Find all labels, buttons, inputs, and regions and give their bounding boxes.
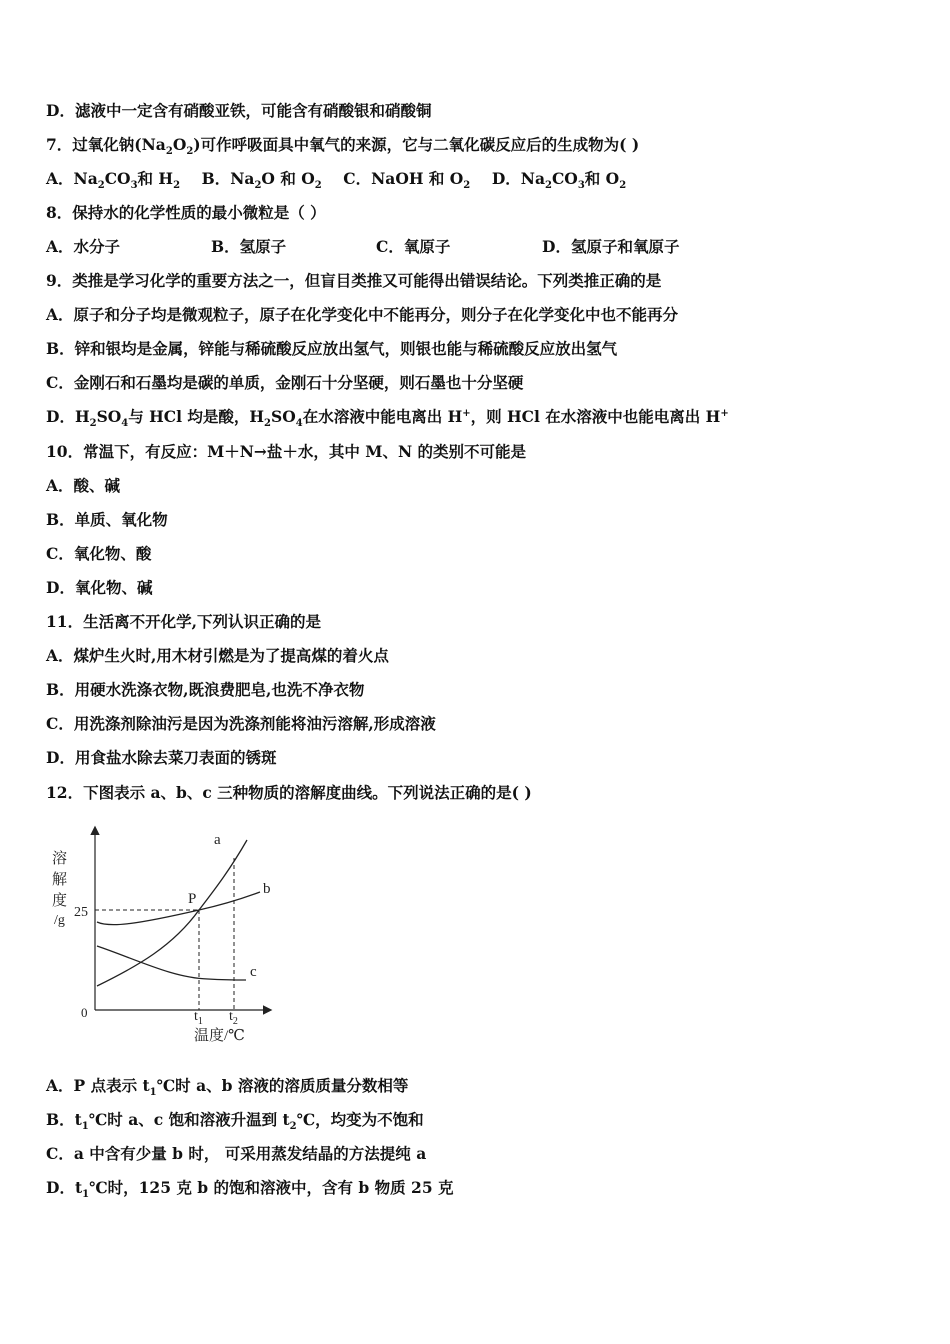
curve-c-label: c: [250, 964, 257, 980]
q9-option-b: B．锌和银均是金属，锌能与稀硫酸反应放出氢气，则银也能与稀硫酸反应放出氢气: [46, 339, 618, 358]
q8-option-c: C．氧原子: [376, 237, 451, 256]
q11-option-a: A．煤炉生火时,用木材引燃是为了提高煤的着火点: [46, 646, 389, 665]
q11-option-c: C．用洗涤剂除油污是因为洗涤剂能将油污溶解,形成溶液: [46, 714, 436, 733]
q10-option-d: D．氧化物、碱: [46, 578, 153, 597]
q12-option-b: B．$t_1℃$时 a、c 饱和溶液升温到 $t_2℃$，均变为不饱和: [46, 1110, 424, 1133]
q12-option-a: A．P 点表示 $t_1℃$时 a、b 溶液的溶质质量分数相等: [46, 1076, 409, 1099]
solubility-curve-graph: [48, 818, 288, 1050]
q7-option-c: C．NaOH 和 $O_2$: [343, 169, 471, 192]
t2-label: $t_2$: [229, 1009, 238, 1027]
q7-option-a: A．$Na_2CO_3$和 $H_2$: [46, 169, 181, 192]
q10-option-c: C．氧化物、酸: [46, 544, 152, 563]
q9-option-d: D．$H_2SO_4$与 HCl 均是酸，$H_2SO_4$在水溶液中能电离出 H+，则 HCl 在水溶液中也能电离出 H+: [46, 407, 729, 430]
y-axis-label-2: 解: [52, 872, 68, 888]
point-p-label: P: [188, 891, 197, 907]
curve-a-label: a: [214, 832, 221, 848]
y-axis-label-1: 溶: [52, 851, 68, 867]
q10-option-a: A．酸、碱: [46, 476, 121, 495]
x-axis-label: 温度/℃: [194, 1028, 245, 1044]
y-axis-label-4: /g: [54, 913, 65, 928]
q11-option-d: D．用食盐水除去菜刀表面的锈斑: [46, 748, 277, 767]
q9-option-c: C．金刚石和石墨均是碳的单质，金刚石十分坚硬，则石墨也十分坚硬: [46, 373, 524, 392]
q9-stem: 9．类推是学习化学的重要方法之一，但盲目类推又可能得出错误结论。下列类推正确的是: [46, 271, 662, 290]
q12-option-d: D．$t_1℃$时，125 克 b 的饱和溶液中，含有 b 物质 25 克: [46, 1178, 454, 1201]
q9-option-a: A．原子和分子均是微观粒子，原子在化学变化中不能再分，则分子在化学变化中也不能再分: [46, 305, 679, 324]
t1-label: $t_1$: [194, 1009, 203, 1027]
q8-stem: 8．保持水的化学性质的最小微粒是（ ）: [46, 203, 326, 222]
q8-option-d: D．氢原子和氧原子: [542, 237, 680, 256]
y-axis-label-3: 度: [52, 893, 68, 909]
curve-b: [97, 892, 260, 925]
origin-label: 0: [81, 1005, 88, 1020]
q7-options: [46, 168, 910, 190]
q6-option-d: D．滤液中一定含有硝酸亚铁，可能含有硝酸银和硝酸铜: [46, 101, 432, 120]
q8-option-a: A．水分子: [46, 237, 121, 256]
q8-option-b: B．氢原子: [211, 237, 287, 256]
q7-option-b: B．$Na_2O$ 和 $O_2$: [201, 169, 322, 192]
y-tick-25: 25: [74, 905, 88, 920]
curve-b-label: b: [263, 881, 271, 897]
curve-a: [97, 840, 247, 986]
q11-option-b: B．用硬水洗涤衣物,既浪费肥皂,也洗不净衣物: [46, 680, 365, 699]
q10-option-b: B．单质、氧化物: [46, 510, 168, 529]
q7-option-d: D．$Na_2CO_3$和 $O_2$: [491, 169, 627, 192]
q12-option-c: C．a 中含有少量 b 时， 可采用蒸发结晶的方法提纯 a: [46, 1144, 427, 1163]
q11-stem: 11．生活离不开化学,下列认识正确的是: [46, 612, 321, 631]
q10-stem: 10．常温下，有反应：M＋N→盐＋水，其中 M、N 的类别不可能是: [46, 442, 527, 461]
q7-stem: 7．过氧化钠$(Na_2O_2)$可作呼吸面具中氧气的来源，它与二氧化碳反应后的生成物为( ): [46, 135, 640, 158]
q12-stem: 12．下图表示 a、b、c 三种物质的溶解度曲线。下列说法正确的是( ): [46, 783, 532, 802]
